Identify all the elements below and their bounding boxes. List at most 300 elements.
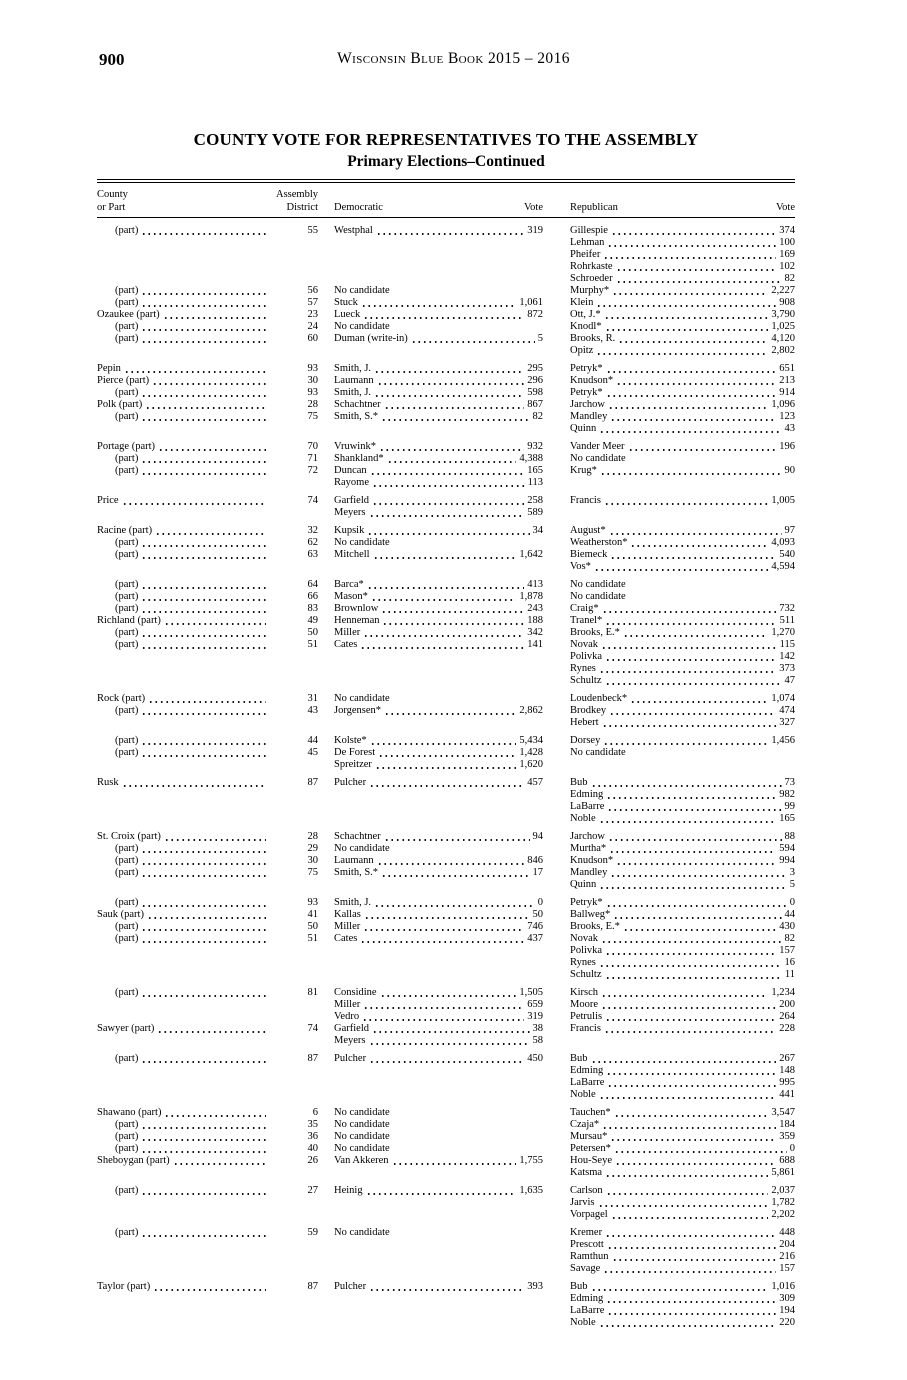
rep-candidate: Bub (570, 777, 588, 788)
dot-leader (381, 411, 529, 423)
dot-leader (591, 1281, 769, 1293)
county-cell (97, 465, 275, 477)
dot-leader (141, 549, 266, 561)
democratic-cell (318, 1053, 543, 1065)
rep-vote: 148 (779, 1065, 795, 1076)
district-cell (275, 1011, 318, 1023)
democratic-cell (318, 921, 543, 933)
dem-candidate: Smith, S.* (334, 867, 379, 878)
dem-vote: 437 (527, 933, 543, 944)
dot-leader (363, 999, 524, 1011)
county-name: (part) (115, 897, 139, 908)
rep-vote: 1,270 (771, 627, 795, 638)
dot-leader (376, 225, 524, 237)
republican-cell (543, 525, 795, 537)
district-number: 32 (307, 525, 318, 536)
democratic-cell (318, 579, 543, 591)
dem-candidate: Stuck (334, 297, 358, 308)
county-name: Rusk (97, 777, 119, 788)
republican-cell (543, 1089, 795, 1101)
rep-vote: 82 (784, 933, 795, 944)
democratic-cell (318, 1107, 543, 1119)
dem-candidate: Mason* (334, 591, 368, 602)
dem-vote: 113 (527, 477, 543, 488)
district-number: 87 (307, 1281, 318, 1292)
republican-cell (543, 1053, 795, 1065)
rep-vote: 97 (784, 525, 795, 536)
district-cell (275, 387, 318, 399)
district-cell (275, 1209, 318, 1221)
table-row (97, 1143, 795, 1155)
county-name: (part) (115, 549, 139, 560)
republican-cell (543, 375, 795, 387)
county-cell (97, 999, 275, 1011)
dot-leader (606, 789, 776, 801)
county-cell (97, 1053, 275, 1065)
district-cell (275, 1077, 318, 1089)
democratic-cell (318, 411, 543, 423)
county-cell (97, 957, 275, 969)
district-cell (275, 333, 318, 345)
district-cell (275, 603, 318, 615)
republican-cell (543, 759, 795, 771)
dem-vote: 188 (527, 615, 543, 626)
district-number: 44 (307, 735, 318, 746)
rep-candidate: Knudson* (570, 855, 614, 866)
republican-cell (543, 909, 795, 921)
rep-candidate: Murtha* (570, 843, 607, 854)
republican-cell (543, 297, 795, 309)
dot-leader (613, 909, 781, 921)
dot-leader (369, 507, 525, 519)
democratic-cell (318, 591, 543, 603)
county-name: Richland (part) (97, 615, 161, 626)
democratic-cell (318, 1131, 543, 1143)
district-number: 43 (307, 705, 318, 716)
democratic-cell (318, 759, 543, 771)
county-cell (97, 921, 275, 933)
district-number: 50 (307, 627, 318, 638)
republican-cell (543, 639, 795, 651)
county-cell (97, 717, 275, 729)
democratic-cell (318, 705, 543, 717)
rep-candidate: Katsma (570, 1167, 603, 1178)
district-cell (275, 1197, 318, 1209)
county-name: (part) (115, 987, 139, 998)
dot-leader (605, 321, 769, 333)
table-body (97, 225, 795, 1329)
county-cell (97, 867, 275, 879)
county-name: Rock (part) (97, 693, 146, 704)
republican-cell (543, 867, 795, 879)
dem-vote: 319 (527, 1011, 543, 1022)
district-cell (275, 309, 318, 321)
dot-leader (141, 411, 266, 423)
dem-vote: 38 (532, 1023, 543, 1034)
county-name: St. Croix (part) (97, 831, 161, 842)
republican-cell (543, 1185, 795, 1197)
rep-vote: 1,456 (771, 735, 795, 746)
rep-vote: 914 (779, 387, 795, 398)
rep-vote: 359 (779, 1131, 795, 1142)
dot-leader (372, 1023, 530, 1035)
rep-vote: 994 (779, 855, 795, 866)
district-cell (275, 1107, 318, 1119)
county-name: (part) (115, 843, 139, 854)
rep-vote: 651 (779, 363, 795, 374)
democratic-cell (318, 1263, 543, 1275)
county-cell (97, 1227, 275, 1239)
dot-leader (616, 273, 782, 285)
rep-candidate: Petryk* (570, 363, 603, 374)
dot-leader (377, 375, 525, 387)
header-republican-cell (543, 201, 795, 214)
table-row (97, 273, 795, 285)
dem-vote: 5 (537, 333, 543, 344)
democratic-cell (318, 537, 543, 549)
democratic-cell (318, 549, 543, 561)
dot-leader (367, 525, 529, 537)
table-row (97, 603, 795, 615)
district-cell (275, 1023, 318, 1035)
county-cell (97, 579, 275, 591)
rep-vote: 732 (779, 603, 795, 614)
rep-candidate: Quinn (570, 423, 597, 434)
county-cell (97, 1251, 275, 1263)
county-cell (97, 813, 275, 825)
table-row (97, 1065, 795, 1077)
rep-vote: 448 (779, 1227, 795, 1238)
republican-cell (543, 945, 795, 957)
dem-vote: 342 (527, 627, 543, 638)
dot-leader (605, 1167, 768, 1179)
rep-candidate: Klein (570, 297, 594, 308)
republican-cell (543, 1209, 795, 1221)
table-row (97, 813, 795, 825)
dot-leader (362, 1011, 524, 1023)
dem-candidate: No candidate (334, 1107, 390, 1118)
rep-vote: 4,093 (771, 537, 795, 548)
dot-leader (596, 297, 776, 309)
dem-candidate: No candidate (334, 1227, 390, 1238)
dot-leader (147, 909, 266, 921)
county-name: (part) (115, 1053, 139, 1064)
county-cell (97, 249, 275, 261)
dot-leader (164, 615, 266, 627)
dem-candidate: Schachtner (334, 831, 381, 842)
table-row (97, 399, 795, 411)
democratic-cell (318, 777, 543, 789)
county-cell (97, 441, 275, 453)
district-cell (275, 1035, 318, 1047)
dot-leader (141, 921, 266, 933)
header-rep-spacer (543, 188, 795, 201)
county-cell (97, 693, 275, 705)
dem-candidate: Meyers (334, 507, 366, 518)
rep-candidate: Polivka (570, 945, 603, 956)
district-cell (275, 1167, 318, 1179)
rep-candidate: Francis (570, 495, 601, 506)
table-row (97, 639, 795, 651)
republican-cell (543, 897, 795, 909)
rep-candidate: Mandley (570, 867, 608, 878)
democratic-cell (318, 507, 543, 519)
district-cell (275, 855, 318, 867)
county-cell (97, 333, 275, 345)
dem-candidate: Jorgensen* (334, 705, 382, 716)
header-assembly-label: Assembly (276, 189, 318, 200)
rep-candidate: Hebert (570, 717, 599, 728)
democratic-cell (318, 1227, 543, 1239)
dem-vote: 319 (527, 225, 543, 236)
republican-cell (543, 273, 795, 285)
district-number: 28 (307, 831, 318, 842)
democratic-cell (318, 1167, 543, 1179)
republican-cell (543, 717, 795, 729)
district-number: 26 (307, 1155, 318, 1166)
district-cell (275, 1239, 318, 1251)
republican-cell (543, 615, 795, 627)
county-cell (97, 879, 275, 891)
dem-candidate: Vedro (334, 1011, 360, 1022)
rep-vote: 2,227 (771, 285, 795, 296)
rep-vote: 204 (779, 1239, 795, 1250)
republican-cell (543, 309, 795, 321)
rep-vote: 474 (779, 705, 795, 716)
table-row (97, 1239, 795, 1251)
table-row (97, 237, 795, 249)
rep-vote: 374 (779, 225, 795, 236)
county-cell (97, 321, 275, 333)
rep-vote: 169 (779, 249, 795, 260)
district-cell (275, 747, 318, 759)
dem-candidate: No candidate (334, 693, 390, 704)
rep-candidate: Lehman (570, 237, 605, 248)
district-number: 64 (307, 579, 318, 590)
district-cell (275, 831, 318, 843)
table-row (97, 387, 795, 399)
county-cell (97, 1185, 275, 1197)
county-cell (97, 1035, 275, 1047)
table-row (97, 999, 795, 1011)
district-cell (275, 465, 318, 477)
republican-cell (543, 1155, 795, 1167)
county-name: (part) (115, 321, 139, 332)
dot-leader (605, 969, 782, 981)
democratic-cell (318, 945, 543, 957)
democratic-cell (318, 1035, 543, 1047)
rep-vote: 511 (779, 615, 795, 626)
rep-vote: 3,790 (771, 309, 795, 320)
table-row (97, 945, 795, 957)
dem-vote: 450 (527, 1053, 543, 1064)
dot-leader (607, 1239, 776, 1251)
dem-vote: 1,061 (519, 297, 543, 308)
table-row (97, 627, 795, 639)
district-cell (275, 705, 318, 717)
dem-vote: 2,862 (519, 705, 543, 716)
county-cell (97, 1119, 275, 1131)
district-number: 23 (307, 309, 318, 320)
dem-vote: 1,878 (519, 591, 543, 602)
table-row (97, 789, 795, 801)
table-row (97, 453, 795, 465)
county-cell (97, 747, 275, 759)
district-cell (275, 1089, 318, 1101)
dem-vote: 165 (527, 465, 543, 476)
rep-candidate: Mandley (570, 411, 608, 422)
republican-cell (543, 549, 795, 561)
dot-leader (384, 831, 530, 843)
rep-candidate: Murphy* (570, 285, 610, 296)
table-row (97, 1281, 795, 1293)
republican-cell (543, 813, 795, 825)
county-cell (97, 1155, 275, 1167)
dot-leader (605, 1011, 776, 1023)
district-cell (275, 495, 318, 507)
dem-vote: 393 (527, 1281, 543, 1292)
rep-vote: 73 (784, 777, 795, 788)
table-row (97, 537, 795, 549)
dot-leader (158, 441, 266, 453)
rep-vote: 4,594 (771, 561, 795, 572)
democratic-cell (318, 651, 543, 663)
dot-leader (612, 285, 768, 297)
republican-cell (543, 675, 795, 687)
county-name: Portage (part) (97, 441, 156, 452)
dot-leader (373, 549, 517, 561)
dot-leader (141, 933, 266, 945)
republican-cell (543, 693, 795, 705)
democratic-cell (318, 1143, 543, 1155)
republican-cell (543, 789, 795, 801)
dot-leader (141, 705, 266, 717)
dot-leader (141, 1185, 266, 1197)
rep-candidate: Knudson* (570, 375, 614, 386)
republican-cell (543, 411, 795, 423)
dem-candidate: Smith, J. (334, 897, 372, 908)
rep-vote: 1,005 (771, 495, 795, 506)
county-cell (97, 285, 275, 297)
republican-cell (543, 477, 795, 489)
rep-candidate: Craig* (570, 603, 599, 614)
dem-vote: 457 (527, 777, 543, 788)
rep-vote: 157 (779, 945, 795, 956)
democratic-cell (318, 309, 543, 321)
county-cell (97, 261, 275, 273)
table-row (97, 1185, 795, 1197)
county-cell (97, 1107, 275, 1119)
rep-vote: 1,782 (771, 1197, 795, 1208)
table-row (97, 831, 795, 843)
dot-leader (378, 747, 516, 759)
rep-candidate: Krug* (570, 465, 597, 476)
rep-candidate: LaBarre (570, 1305, 605, 1316)
dot-leader (155, 525, 266, 537)
republican-cell (543, 363, 795, 375)
rep-vote: 3 (789, 867, 795, 878)
republican-cell (543, 579, 795, 591)
republican-cell (543, 345, 795, 357)
republican-cell (543, 237, 795, 249)
republican-cell (543, 249, 795, 261)
rep-vote: 908 (779, 297, 795, 308)
republican-cell (543, 333, 795, 345)
county-name: Sauk (part) (97, 909, 144, 920)
democratic-cell (318, 1305, 543, 1317)
district-cell (275, 345, 318, 357)
county-cell (97, 387, 275, 399)
republican-cell (543, 1023, 795, 1035)
democratic-cell (318, 1281, 543, 1293)
district-cell (275, 225, 318, 237)
republican-cell (543, 465, 795, 477)
democratic-cell (318, 1077, 543, 1089)
dot-leader (614, 1107, 769, 1119)
rep-candidate: Rohrkaste (570, 261, 613, 272)
republican-cell (543, 1251, 795, 1263)
table-row (97, 747, 795, 759)
district-cell (275, 693, 318, 705)
dem-vote: 58 (532, 1035, 543, 1046)
dot-leader (610, 411, 776, 423)
republican-cell (543, 651, 795, 663)
district-cell (275, 591, 318, 603)
rep-candidate: Carlson (570, 1185, 603, 1196)
table-row (97, 507, 795, 519)
district-number: 49 (307, 615, 318, 626)
republican-cell (543, 801, 795, 813)
rep-candidate: Vorpagel (570, 1209, 608, 1220)
county-cell (97, 639, 275, 651)
district-number: 57 (307, 297, 318, 308)
dot-leader (366, 1185, 517, 1197)
dem-candidate: Lueck (334, 309, 361, 320)
dot-leader (387, 453, 517, 465)
dem-candidate: No candidate (334, 285, 390, 296)
rep-candidate: August* (570, 525, 606, 536)
democratic-cell (318, 801, 543, 813)
table-row (97, 663, 795, 675)
dot-leader (623, 627, 769, 639)
democratic-cell (318, 1119, 543, 1131)
table-row (97, 615, 795, 627)
rep-vote: 196 (779, 441, 795, 452)
table-row (97, 321, 795, 333)
district-cell (275, 579, 318, 591)
district-number: 27 (307, 1185, 318, 1196)
republican-cell (543, 933, 795, 945)
district-cell (275, 1053, 318, 1065)
dot-leader (141, 537, 266, 549)
table-row (97, 1089, 795, 1101)
district-number: 59 (307, 1227, 318, 1238)
table-row (97, 1131, 795, 1143)
republican-cell (543, 1065, 795, 1077)
district-number: 81 (307, 987, 318, 998)
dem-vote: 296 (527, 375, 543, 386)
county-cell (97, 363, 275, 375)
county-name: Taylor (part) (97, 1281, 151, 1292)
rep-candidate: Schroeder (570, 273, 613, 284)
county-cell (97, 603, 275, 615)
dot-leader (374, 387, 524, 399)
rep-candidate: Kremer (570, 1227, 603, 1238)
republican-cell (543, 285, 795, 297)
district-cell (275, 969, 318, 981)
district-cell (275, 1227, 318, 1239)
rep-vote: 11 (784, 969, 795, 980)
